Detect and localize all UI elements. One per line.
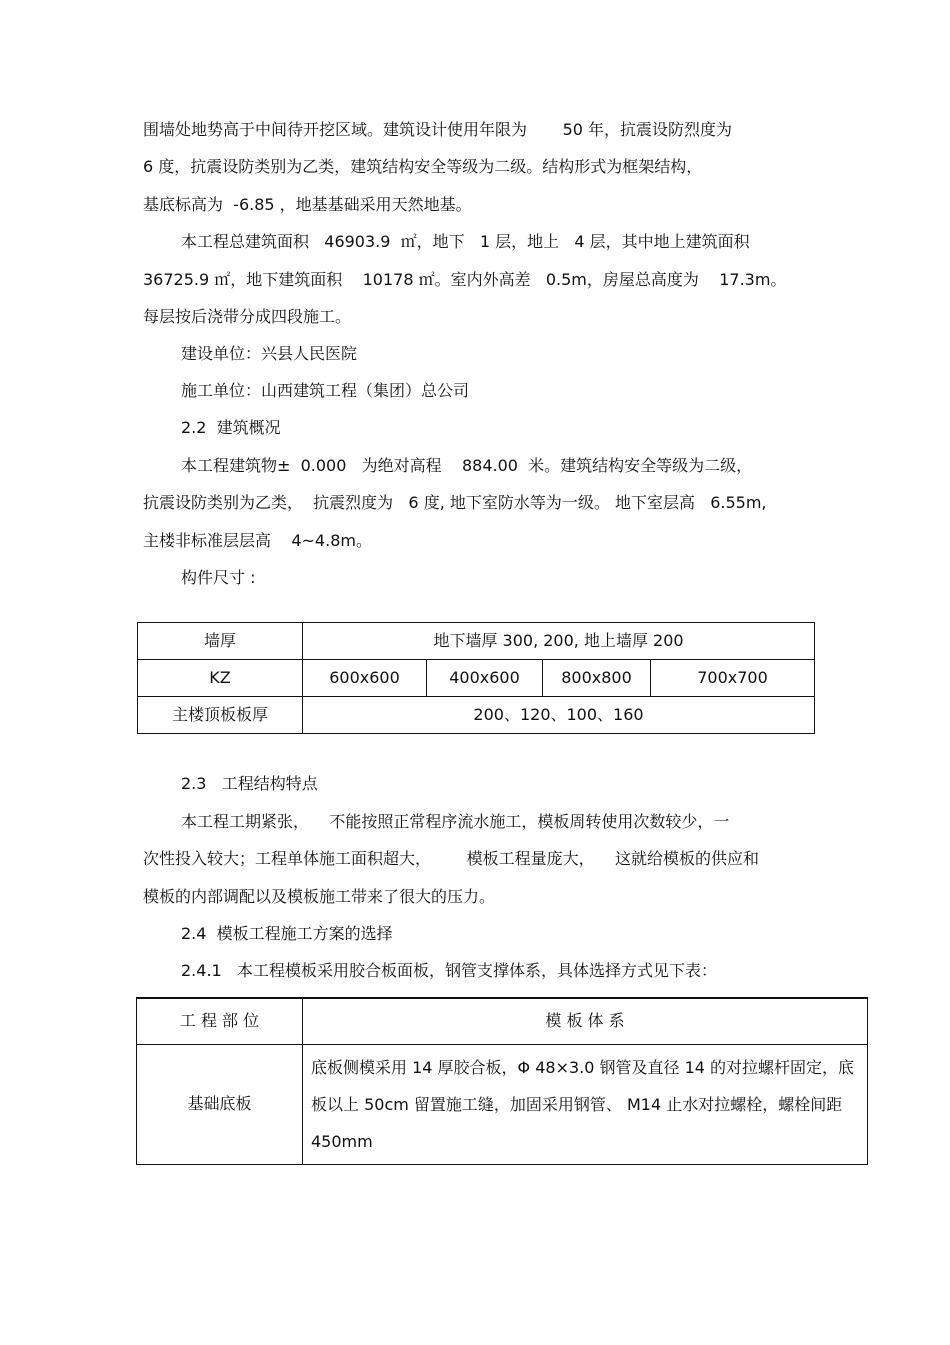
formwork-system-table [136,997,868,1165]
wall-thickness-value: 地下墙厚 300, 200, 地上墙厚 200 [303,623,815,660]
paragraph-line: 6 度，抗震设防类别为乙类，建筑结构安全等级为二级。结构形式为框架结构， [143,157,703,176]
paragraph-line: 基底标高为 -6.85 ，地基基础采用天然地基。 [143,195,472,214]
system-cell: 底板侧模采用 14 厚胶合板，Φ 48×3.0 钢管及直径 14 的对拉螺杆固定，底板以上 50cm 留置施工缝，加固采用钢管、 M14 止水对拉螺栓，螺栓间距 450mm [303,1044,868,1164]
kz-size-cell: 800x800 [543,660,651,697]
slab-thickness-value: 200、120、100、160 [303,697,815,734]
paragraph-line: 本工程建筑物± 0.000 为绝对高程 884.00 米。建筑结构安全等级为二级， [181,456,753,475]
wall-thickness-label: 墙厚 [138,623,303,660]
paragraph-line: 本工程工期紧张， 不能按照正常程序流水施工，模板周转使用次数较少，一 [181,812,730,831]
slab-thickness-label: 主楼顶板板厚 [138,697,303,734]
kz-label: KZ [138,660,303,697]
section-heading-2-4-1: 2.4.1 本工程模板采用胶合板面板，钢管支撑体系，具体选择方式见下表： [181,961,717,980]
table-row [137,1044,868,1164]
component-size-label: 构件尺寸 : [181,568,256,587]
section-heading-2-4: 2.4 模板工程施工方案的选择 [181,924,393,943]
table-row [138,697,815,734]
paragraph-line: 36725.9 ㎡，地下建筑面积 10178 ㎡。室内外高差 0.5m，房屋总高度为 17.3m。 [143,270,787,289]
part-cell: 基础底板 [137,1044,303,1164]
table-row [138,660,815,697]
column-header-system: 模 板 体 系 [303,998,868,1044]
kz-size-cell: 600x600 [303,660,427,697]
column-header-part: 工 程 部 位 [137,998,303,1044]
paragraph-line: 每层按后浇带分成四段施工。 [143,307,352,326]
table-header-row [137,998,868,1044]
contractor-line: 施工单位：山西建筑工程（集团）总公司 [181,381,470,400]
section-heading-2-3: 2.3 工程结构特点 [181,774,318,793]
paragraph-line: 主楼非标准层层高 4~4.8m。 [143,531,372,550]
kz-size-cell: 400x600 [427,660,543,697]
kz-size-cell: 700x700 [651,660,815,697]
paragraph-line: 抗震设防类别为乙类， 抗震烈度为 6 度, 地下室防水等为一级。 地下室层高 6.55m, [143,493,767,512]
section-heading-2-2: 2.2 建筑概况 [181,418,281,437]
paragraph-line: 本工程总建筑面积 46903.9 ㎡，地下 1 层，地上 4 层，其中地上建筑面积 [181,232,750,251]
component-size-table [137,622,815,734]
paragraph-line: 模板的内部调配以及模板施工带来了很大的压力。 [143,887,496,906]
table-row [138,623,815,660]
paragraph-line: 次性投入较大；工程单体施工面积超大， 模板工程量庞大， 这就给模板的供应和 [143,849,759,868]
owner-line: 建设单位：兴县人民医院 [181,344,358,363]
paragraph-line: 围墙处地势高于中间待开挖区域。建筑设计使用年限为 50 年，抗震设防烈度为 [143,120,733,139]
